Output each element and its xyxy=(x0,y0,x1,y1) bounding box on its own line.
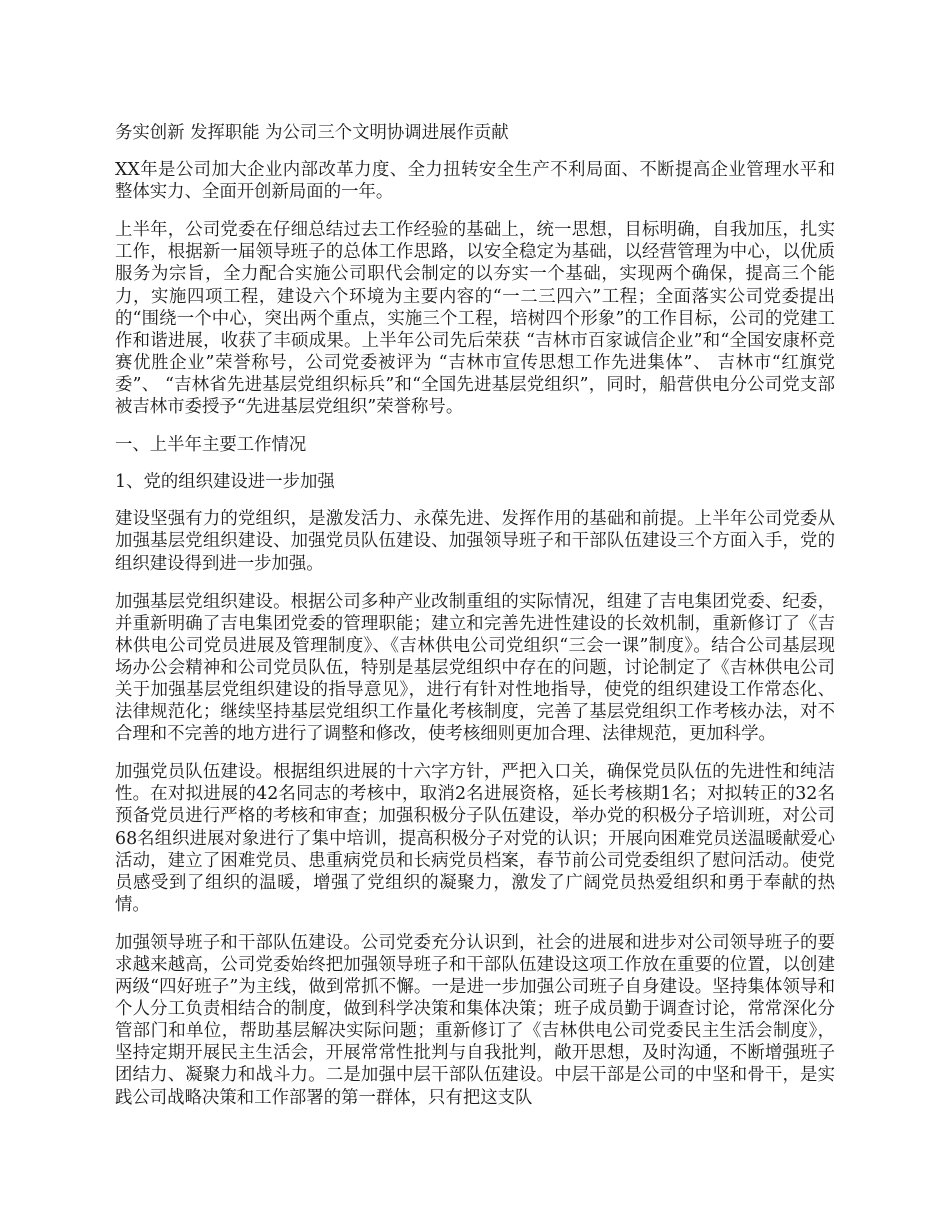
foundation-paragraph: 建设坚强有力的党组织，是激发活力、永葆先进、发挥作用的基础和前提。上半年公司党委从加强基层党组织建设、加强党员队伍建设、加强领导班子和干部队伍建设三个方面入手，党的组织建设得到进一步加强。 xyxy=(115,509,835,574)
members-paragraph: 加强党员队伍建设。根据组织进展的十六字方针，严把入口关，确保党员队伍的先进性和纯洁性。在对拟进展的42名同志的考核中，取消2名进展资格，延长考核期1名；对拟转正的32名预备党员进行严格的考核和审查；加强积极分子队伍建设，举办党的积极分子培训班，对公司68名组织进展对象进行了集中培训，提高积极分子对党的认识；开展向困难党员送温暖献爱心活动，建立了困难党员、患重病党员和长病党员档案，春节前公司党委组织了慰问活动。使党员感受到了组织的温暖，增强了党组织的凝聚力，激发了广阔党员热爱组织和勇于奉献的热情。 xyxy=(115,762,835,915)
subsection-heading: 1、党的组织建设进一步加强 xyxy=(115,472,335,493)
document-title: 务实创新 发挥职能 为公司三个文明协调进展作贡献 xyxy=(115,123,509,143)
section-heading: 一、上半年主要工作情况 xyxy=(115,435,307,456)
grassroots-paragraph: 加强基层党组织建设。根据公司多种产业改制重组的实际情况，组建了吉电集团党委、纪委，并重新明确了吉电集团党委的管理职能；建立和完善先进性建设的长效机制，重新修订了《吉林供电公司党员进展及管理制度》、《吉林供电公司党组织“三会一课”制度》。结合公司基层现场办公会精神和公司党员队伍，特别是基层党组织中存在的问题，讨论制定了《吉林供电公司关于加强基层党组织建设的指导意见》，进行有针对性地指导，使党的组织建设工作常态化、法律规范化；继续坚持基层党组织工作量化考核制度，完善了基层党组织工作考核办法，对不合理和不完善的地方进行了调整和修改，使考核细则更加合理、法律规范，更加科学。 xyxy=(115,591,835,745)
intro-paragraph: XX年是公司加大企业内部改革力度、全力扭转安全生产不利局面、不断提高企业管理水平和整体实力、全面开创新局面的一年。 xyxy=(115,160,835,203)
leadership-paragraph: 加强领导班子和干部队伍建设。公司党委充分认识到，社会的进展和进步对公司领导班子的要求越来越高，公司党委始终把加强领导班子和干部队伍建设这项工作放在重要的位置，以创建两级“四好班子”为主线，做到常抓不懈。一是进一步加强公司班子自身建设。坚持集体领导和个人分工负责相结合的制度，做到科学决策和集体决策；班子成员勤于调查讨论，常常深化分管部门和单位，帮助基层解决实际问题；重新修订了《吉林供电公司党委民主生活会制度》，坚持定期开展民主生活会，开展常常性批判与自我批判，敞开思想，及时沟通，不断增强班子团结力、凝聚力和战斗力。二是加强中层干部队伍建设。中层干部是公司的中坚和骨干，是实践公司战略决策和工作部署的第一群体，只有把这支队 xyxy=(115,932,835,1108)
overview-paragraph: 上半年，公司党委在仔细总结过去工作经验的基础上，统一思想，目标明确，自我加压，扎实工作，根据新一届领导班子的总体工作思路，以安全稳定为基础，以经营管理为中心，以优质服务为宗旨，全力配合实施公司职代会制定的以夯实一个基础，实现两个确保，提高三个能力，实施四项工程，建设六个环境为主要内容的“一二三四六”工程；全面落实公司党委提出的“围绕一个中心，突出两个重点，实施三个工程，培树四个形象”的工作目标，公司的党建工作和谐进展，收获了丰硕成果。上半年公司先后荣获 “吉林市百家诚信企业”和“全国安康杯竞赛优胜企业”荣誉称号，公司党委被评为 “吉林市宣传思想工作先进集体”、 吉林市“红旗党委”、 “吉林省先进基层党组织标兵”和“全国先进基层党组织”，同时，船营供电分公司党支部被吉林市委授予“先进基层党组织”荣誉称号。 xyxy=(115,220,835,418)
